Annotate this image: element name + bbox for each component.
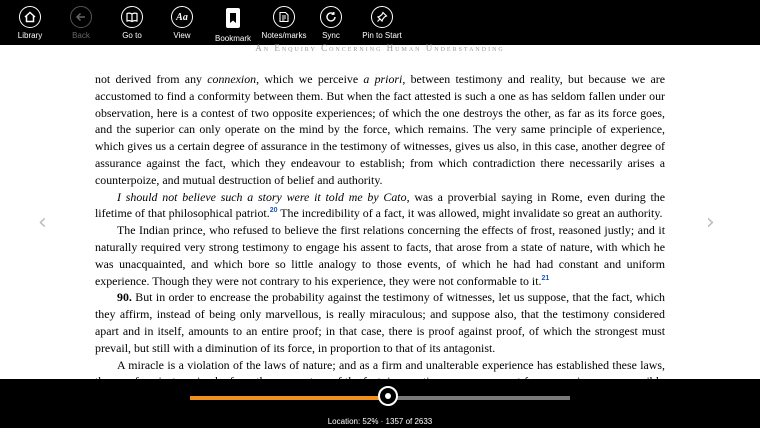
paragraph: not derived from any connexion, which we perceive a priori, between testimony and reality, but because we are accustomed to find a conformity between them. But when the fact attested is such a one as has seldom fallen under our observation, here is a contest of two opposite experiences; of which the one destroys the other, as far as its force goes, and the superior can only operate on the mind by the force, which remains. The very same principle of experience, which gives us a certain degree of assurance in the testimony of witnesses, gives us also, in this case, another degree of assurance against the fact, which they endeavour to establish; from which contradiction there necessarily arises a counterpoize, and mutual destruction of belief and authority. (95, 72, 665, 187)
library-button[interactable] (2, 6, 58, 40)
paragraph: 90. But in order to encrease the probability against the testimony of witnesses, let us suppose, that the fact, which they affirm, instead of being only marvellous, is really miraculous; and suppose also, that the testimony considered apart and in itself, amounts to an entire proof; in that case, there is proof against proof, of which the strongest must prevail, but still with a diminution of its force, in proportion to that of its antagonist. (95, 290, 665, 355)
sync-button[interactable] (303, 6, 359, 40)
go-to-button[interactable] (104, 6, 160, 40)
footnote-link[interactable]: 21 (541, 274, 550, 282)
paragraph: I should not believe such a story were it told me by Cato, was a proverbial saying in Rome, even during the lifetime of that philosophical patriot.$^{20}$ The incredibility of a fact, it was allowed, might invalidate so great an authority. (95, 189, 665, 221)
paragraph: The Indian prince, who refused to believe the first relations concerning the effects of frost, reasoned justly; and it naturally required very strong testimony to engage his assent to facts, that arose from a state of nature, with which he was unacquainted, and which bore so little analogy to those events, of which he had had constant and uniform experience. Though they were not contrary to his experience, they were not conformable to it.$^{21}$ (95, 223, 665, 288)
font-icon: Aa (171, 6, 193, 28)
back-arrow-icon (70, 6, 92, 28)
progress-fill (190, 396, 388, 400)
bookmark-label: Bookmark (214, 34, 251, 43)
notes-icon (273, 6, 295, 28)
sync-icon (320, 6, 342, 28)
notes-marks-label: Notes/marks (261, 31, 307, 40)
book-page (95, 71, 665, 407)
running-head: An Enquiry Concerning Human Understanding (255, 43, 505, 53)
view-button[interactable] (154, 6, 210, 40)
back-label: Back (72, 31, 90, 40)
view-label: View (173, 31, 191, 40)
pin-to-start-label: Pin to Start (362, 31, 402, 40)
back-button[interactable] (53, 6, 109, 40)
footnote-link[interactable]: 20 (269, 207, 278, 215)
sync-label: Sync (322, 31, 340, 40)
pin-icon (371, 6, 393, 28)
location-text: Location: 52% · 1357 of 2633 (327, 417, 433, 426)
pin-to-start-button[interactable] (354, 6, 410, 40)
app-bar (0, 0, 760, 45)
progress-slider-thumb[interactable] (378, 386, 398, 406)
library-label: Library (17, 31, 43, 40)
open-book-icon (121, 6, 143, 28)
bookmark-icon (226, 8, 240, 28)
paragraph: A miracle is a violation of the laws of nature; and as a firm and unalterable experience has established these laws, (117, 357, 665, 372)
previous-page-icon[interactable]: ‹ (38, 210, 47, 235)
section-number: 90. (117, 290, 132, 305)
bookmark-button[interactable] (205, 8, 261, 43)
next-page-icon[interactable]: › (706, 210, 715, 235)
go-to-label: Go to (122, 31, 142, 40)
home-icon (19, 6, 41, 28)
